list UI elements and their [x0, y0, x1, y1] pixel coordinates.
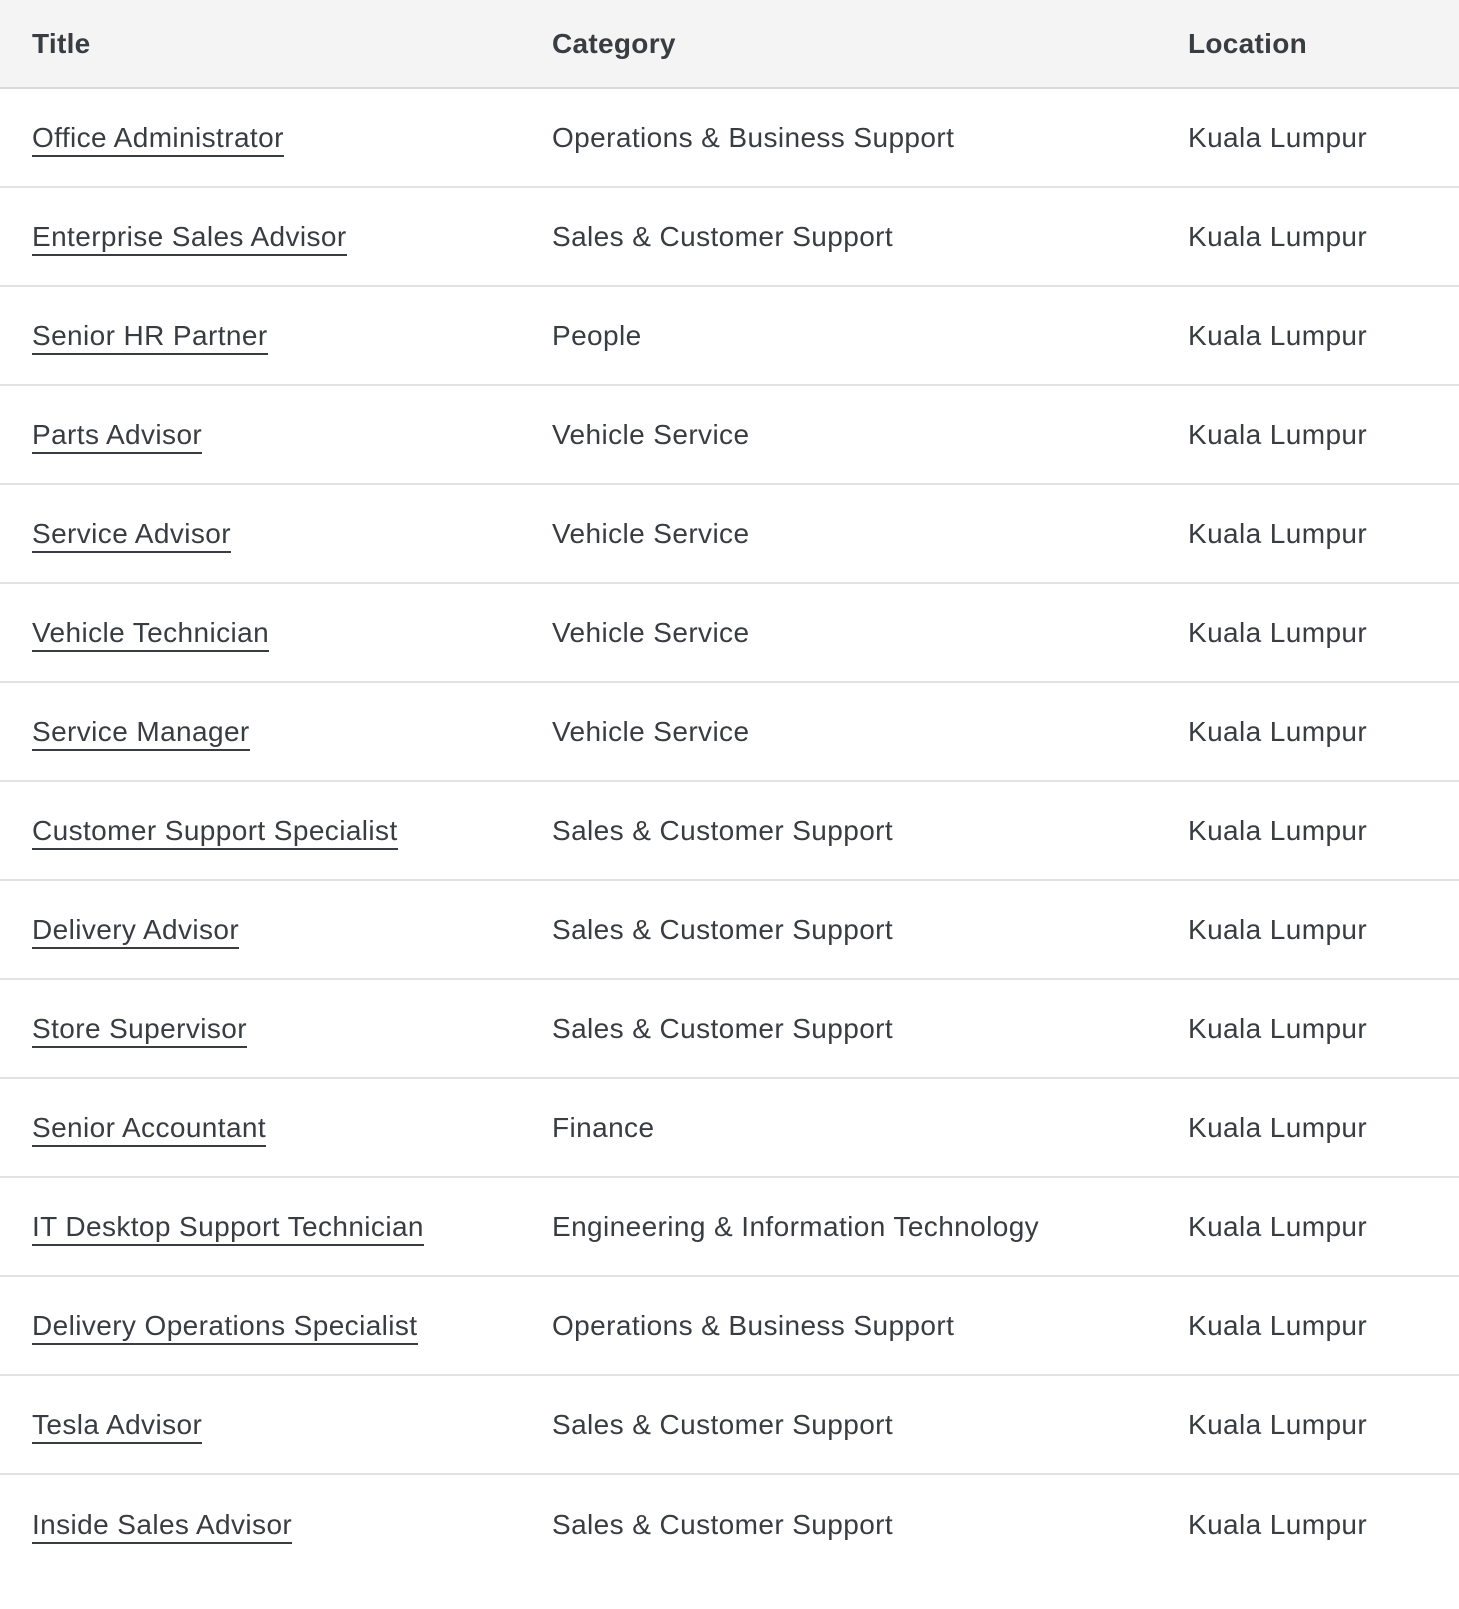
job-category: Sales & Customer Support [552, 1508, 894, 1540]
job-title-cell [0, 716, 552, 748]
table-row [0, 485, 1459, 584]
table-row [0, 1475, 1459, 1574]
table-row [0, 584, 1459, 683]
job-category: Sales & Customer Support [552, 913, 894, 945]
table-row [0, 1079, 1459, 1178]
job-title-cell [0, 617, 552, 649]
job-category: Vehicle Service [552, 517, 750, 549]
job-title-cell [0, 1013, 552, 1045]
job-title-link[interactable]: Service Manager [32, 716, 250, 751]
job-category: Sales & Customer Support [552, 1408, 894, 1440]
job-title-cell [0, 122, 552, 154]
job-title-link[interactable]: Office Administrator [32, 122, 284, 157]
job-title-cell [0, 1310, 552, 1342]
job-location: Kuala Lumpur [1188, 121, 1368, 153]
job-location: Kuala Lumpur [1188, 715, 1368, 747]
job-location: Kuala Lumpur [1188, 1408, 1368, 1440]
job-location: Kuala Lumpur [1188, 913, 1368, 945]
job-location: Kuala Lumpur [1188, 1111, 1368, 1143]
job-category: Vehicle Service [552, 616, 750, 648]
job-category: Sales & Customer Support [552, 814, 894, 846]
job-title-link[interactable]: Senior Accountant [32, 1112, 266, 1147]
job-title-link[interactable]: Inside Sales Advisor [32, 1509, 292, 1544]
job-location: Kuala Lumpur [1188, 1508, 1368, 1540]
job-category: Vehicle Service [552, 418, 750, 450]
job-title-cell [0, 815, 552, 847]
table-row [0, 980, 1459, 1079]
job-location: Kuala Lumpur [1188, 1309, 1368, 1341]
job-location: Kuala Lumpur [1188, 517, 1368, 549]
job-location: Kuala Lumpur [1188, 319, 1368, 351]
job-title-cell [0, 1509, 552, 1541]
header-location[interactable]: Location [1188, 27, 1308, 59]
job-title-link[interactable]: Tesla Advisor [32, 1409, 202, 1444]
job-category: Operations & Business Support [552, 121, 955, 153]
job-category: Sales & Customer Support [552, 1012, 894, 1044]
job-title-cell [0, 518, 552, 550]
job-category: Vehicle Service [552, 715, 750, 747]
job-category: People [552, 319, 642, 351]
job-title-cell [0, 1211, 552, 1243]
table-row [0, 1178, 1459, 1277]
table-header [0, 0, 1459, 89]
job-title-link[interactable]: Delivery Advisor [32, 914, 239, 949]
job-title-cell [0, 320, 552, 352]
job-title-cell [0, 1409, 552, 1441]
job-title-link[interactable]: Delivery Operations Specialist [32, 1310, 418, 1345]
table-row [0, 881, 1459, 980]
job-title-cell [0, 1112, 552, 1144]
table-row [0, 782, 1459, 881]
job-title-link[interactable]: IT Desktop Support Technician [32, 1211, 424, 1246]
job-title-link[interactable]: Vehicle Technician [32, 617, 269, 652]
job-category: Engineering & Information Technology [552, 1210, 1040, 1242]
job-category: Sales & Customer Support [552, 220, 894, 252]
job-title-link[interactable]: Parts Advisor [32, 419, 202, 454]
table-row [0, 188, 1459, 287]
job-category: Finance [552, 1111, 655, 1143]
job-title-link[interactable]: Senior HR Partner [32, 320, 268, 355]
job-title-cell [0, 914, 552, 946]
job-location: Kuala Lumpur [1188, 1210, 1368, 1242]
header-title[interactable]: Title [32, 27, 91, 59]
job-category: Operations & Business Support [552, 1309, 955, 1341]
table-row [0, 1277, 1459, 1376]
job-title-link[interactable]: Service Advisor [32, 518, 231, 553]
table-row [0, 683, 1459, 782]
job-location: Kuala Lumpur [1188, 418, 1368, 450]
job-location: Kuala Lumpur [1188, 220, 1368, 252]
job-title-cell [0, 221, 552, 253]
job-title-link[interactable]: Store Supervisor [32, 1013, 247, 1048]
table-row [0, 287, 1459, 386]
job-location: Kuala Lumpur [1188, 814, 1368, 846]
job-location: Kuala Lumpur [1188, 1012, 1368, 1044]
table-row [0, 386, 1459, 485]
header-category[interactable]: Category [552, 27, 676, 59]
table-row [0, 1376, 1459, 1475]
job-title-link[interactable]: Customer Support Specialist [32, 815, 398, 850]
table-body [0, 89, 1459, 1574]
job-title-cell [0, 419, 552, 451]
table-row [0, 89, 1459, 188]
job-title-link[interactable]: Enterprise Sales Advisor [32, 221, 347, 256]
job-location: Kuala Lumpur [1188, 616, 1368, 648]
